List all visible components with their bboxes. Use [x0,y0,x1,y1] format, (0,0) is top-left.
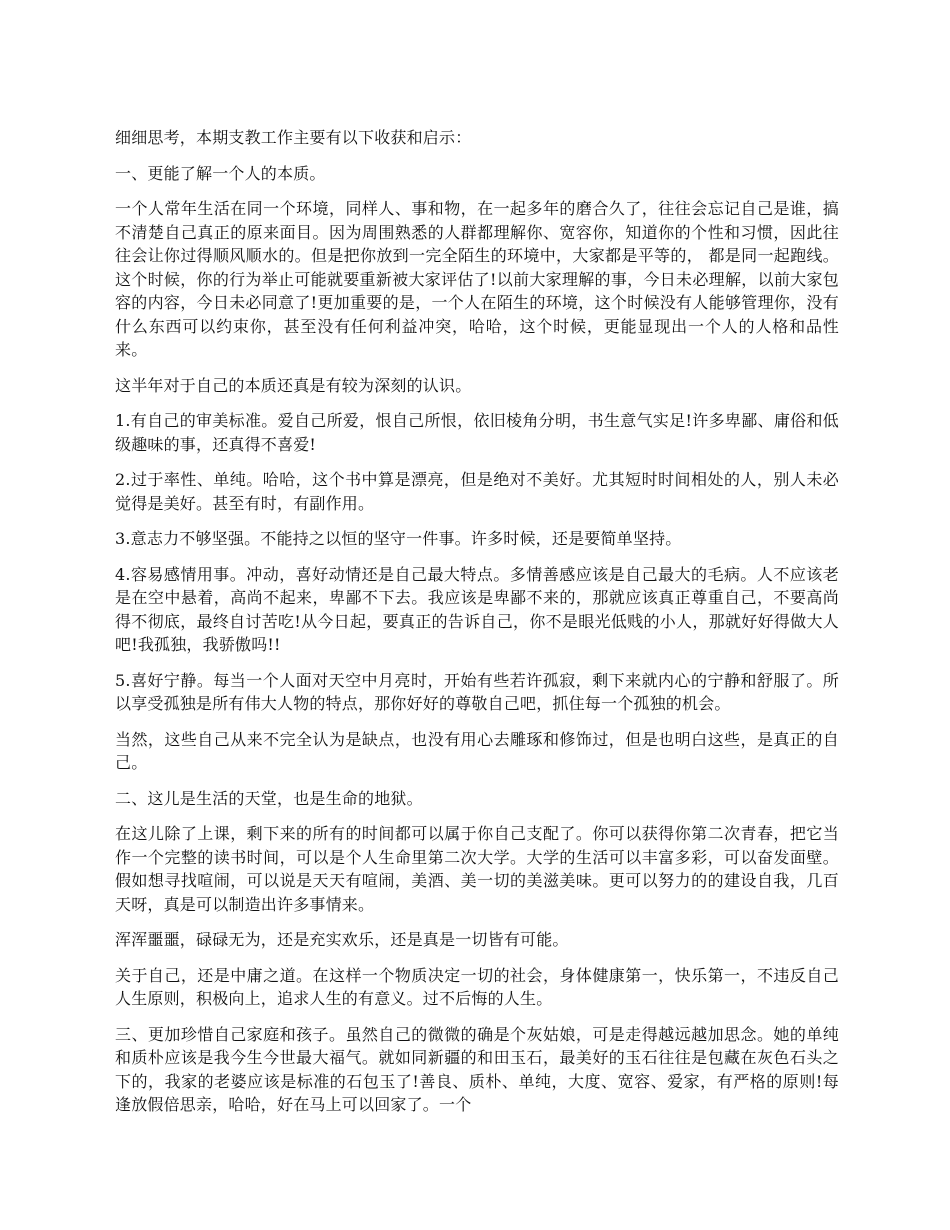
list-item-3: 3.意志力不够坚强。不能持之以恒的坚守一件事。许多时候，还是要简单坚持。 [115,529,682,548]
body-paragraph: 关于自己，还是中庸之道。在这样一个物质决定一切的社会，身体健康第一，快乐第一，不违反自己人生原则，积极向上，追求人生的有意义。过不后悔的人生。 [115,965,839,1008]
list-item-5: 5.喜好宁静。每当一个人面对天空中月亮时，开始有些若许孤寂，剩下来就内心的宁静和舒服了。所以享受孤独是所有伟大人物的特点，那你好好的尊敬自己吧，抓住每一个孤独的机会。 [115,670,839,713]
section-heading-1: 一、更能了解一个人的本质。 [115,163,326,183]
list-item-4: 4.容易感情用事。冲动，喜好动情还是自己最大特点。多情善感应该是自己最大的毛病。人不应该老是在空中悬着，高尚不起来，卑鄙不下去。我应该是卑鄙不来的，那就应该真正尊重自己，不要高尚得不彻底，最终自讨苦吃!从今日起，要真正的告诉自己，你不是眼光低贱的小人，那就好好得做大人吧!我孤独，我骄傲吗!! [115,564,839,654]
list-item-1: 1.有自己的审美标准。爱自己所爱，恨自己所恨，依旧棱角分明，书生意气实足!许多卑鄙、庸俗和低级趣味的事，还真得不喜爱! [115,411,839,454]
list-item-2: 2.过于率性、单纯。哈哈，这个书中算是漂亮，但是绝对不美好。尤其短时时间相处的人，别人未必觉得是美好。甚至有时，有副作用。 [115,470,839,513]
section-heading-3-paragraph: 三、更加珍惜自己家庭和孩子。虽然自己的微微的确是个灰姑娘，可是走得越远越加思念。她的单纯和质朴应该是我今生今世最大福气。就如同新疆的和田玉石，最美好的玉石往往是包藏在灰色石头之下的，我家的老婆应该是标准的石包玉了!善良、质朴、单纯，大度、宽容、爱家，有严格的原则!每逢放假倍思亲，哈哈，好在马上可以回家了。一个 [115,1024,839,1114]
document-body [115,126,839,1129]
body-paragraph: 一个人常年生活在同一个环境，同样人、事和物，在一起多年的磨合久了，往往会忘记自己是谁，搞不清楚自己真正的原来面目。因为周围熟悉的人群都理解你、宽容你，知道你的个性和习惯，因此往往会让你过得顺风顺水的。但是把你放到一完全陌生的环境中，大家都是平等的， 都是同一起跑线。这个时候，你的行为举止可能就要重新被大家评估了!以前大家理解的事，今日未必理解，以前大家包容的内容，今日未必同意了!更加重要的是，一个人在陌生的环境，这个时候没有人能够管理你，没有什么东西可以约束你，甚至没有任何利益冲突，哈哈，这个时候，更能显现出一个人的人格和品性来。 [115,199,839,359]
intro-paragraph: 细细思考，本期支教工作主要有以下收获和启示： [115,128,472,147]
body-paragraph: 浑浑噩噩，碌碌无为，还是充实欢乐，还是真是一切皆有可能。 [115,930,569,949]
body-paragraph: 这半年对于自己的本质还真是有较为深刻的认识。 [115,375,472,395]
body-paragraph: 当然，这些自己从来不完全认为是缺点，也没有用心去雕琢和修饰过，但是也明白这些，是真正的自己。 [115,729,839,772]
body-paragraph: 在这儿除了上课，剩下来的所有的时间都可以属于你自己支配了。你可以获得你第二次青春，把它当作一个完整的读书时间，可以是个人生命里第二次大学。大学的生活可以丰富多彩，可以奋发面壁。假如想寻找喧闹，可以说是天天有喧闹，美酒、美一切的美滋美味。更可以努力的的建设自我，几百天呀，真是可以制造出许多事情来。 [115,824,839,914]
section-heading-2: 二、这儿是生活的天堂，也是生命的地狱。 [115,788,423,808]
